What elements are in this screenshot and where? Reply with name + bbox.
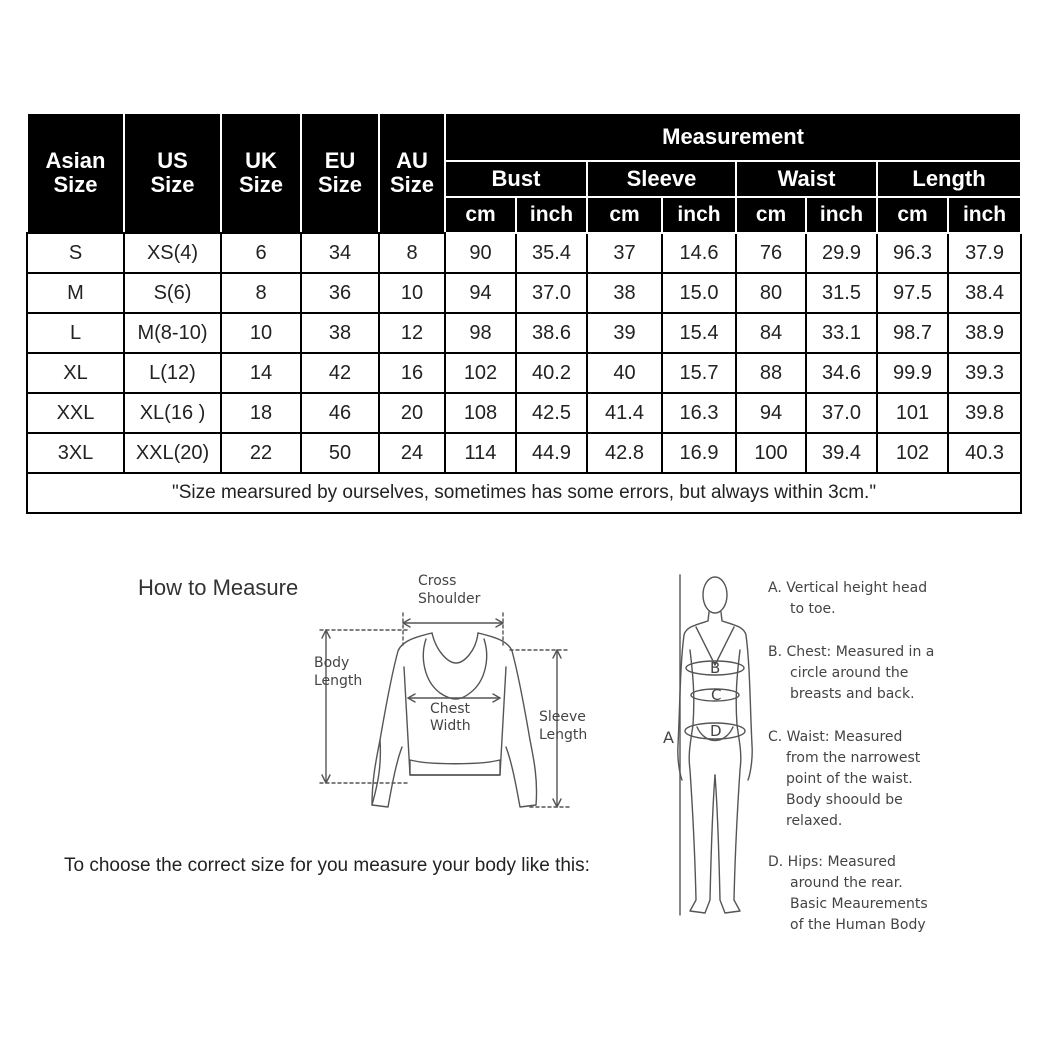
unit-inch: inch: [516, 197, 587, 233]
table-cell: 34.6: [806, 353, 877, 393]
chest-width-label: Chest: [430, 701, 471, 717]
note-line: of the Human Body: [790, 917, 926, 933]
note-line: circle around the: [790, 665, 909, 681]
table-cell: 114: [445, 433, 516, 473]
table-row: [27, 233, 1021, 273]
size-chart-table: [26, 112, 1022, 514]
table-cell: 39.8: [948, 393, 1021, 433]
cross-shoulder-label: Cross: [418, 573, 457, 589]
table-cell: 108: [445, 393, 516, 433]
table-cell: 100: [736, 433, 806, 473]
unit-cm: cm: [877, 197, 948, 233]
table-cell: 37.0: [806, 393, 877, 433]
size-disclaimer: "Size mearsured by ourselves, sometimes has some errors, but always within 3cm.": [27, 473, 1021, 513]
note-line: relaxed.: [786, 813, 843, 829]
header-measurement: Measurement: [445, 113, 1021, 161]
marker-c: C: [711, 686, 722, 704]
note-line: D. Hips: Measured: [768, 854, 896, 870]
header-asian-size: Asian Size: [27, 113, 124, 233]
table-cell: 44.9: [516, 433, 587, 473]
table-cell: 14: [221, 353, 301, 393]
table-cell: 34: [301, 233, 379, 273]
table-cell: 102: [445, 353, 516, 393]
table-cell: 94: [736, 393, 806, 433]
table-cell: 15.4: [662, 313, 736, 353]
table-cell: XXL(20): [124, 433, 221, 473]
table-cell: 16.3: [662, 393, 736, 433]
note-c: [768, 727, 968, 832]
table-cell: 97.5: [877, 273, 948, 313]
table-row: [27, 353, 1021, 393]
body-measurement-notes: [768, 578, 968, 958]
table-cell: 38: [587, 273, 662, 313]
table-cell: 84: [736, 313, 806, 353]
table-cell: 20: [379, 393, 445, 433]
table-cell: XL: [27, 353, 124, 393]
table-cell: 38.6: [516, 313, 587, 353]
table-cell: 42.5: [516, 393, 587, 433]
body-length-label: Length: [314, 673, 363, 689]
table-cell: 98: [445, 313, 516, 353]
table-cell: 40: [587, 353, 662, 393]
table-cell: 40.3: [948, 433, 1021, 473]
table-cell: 42.8: [587, 433, 662, 473]
note-d: [768, 852, 968, 936]
table-cell: 31.5: [806, 273, 877, 313]
table-cell: 76: [736, 233, 806, 273]
table-cell: 38: [301, 313, 379, 353]
note-line: B. Chest: Measured in a: [768, 644, 935, 660]
note-line: Body shoould be: [786, 792, 903, 808]
table-cell: 39.3: [948, 353, 1021, 393]
table-cell: 24: [379, 433, 445, 473]
table-cell: XL(16 ): [124, 393, 221, 433]
note-line: point of the waist.: [786, 771, 913, 787]
cross-shoulder-label: Shoulder: [418, 591, 481, 607]
table-cell: L(12): [124, 353, 221, 393]
note-b: [768, 642, 968, 705]
table-cell: 88: [736, 353, 806, 393]
table-cell: 37.9: [948, 233, 1021, 273]
table-cell: S(6): [124, 273, 221, 313]
unit-inch: inch: [662, 197, 736, 233]
note-line: around the rear.: [790, 875, 903, 891]
header-sleeve: Sleeve: [587, 161, 736, 197]
table-cell: 102: [877, 433, 948, 473]
header-au-size: AU Size: [379, 113, 445, 233]
table-cell: 80: [736, 273, 806, 313]
unit-cm: cm: [587, 197, 662, 233]
table-cell: S: [27, 233, 124, 273]
header-length: Length: [877, 161, 1021, 197]
table-cell: 6: [221, 233, 301, 273]
dimension-labels: [314, 573, 722, 747]
table-cell: 39: [587, 313, 662, 353]
chest-width-label: Width: [430, 718, 471, 734]
table-cell: 3XL: [27, 433, 124, 473]
table-cell: XXL: [27, 393, 124, 433]
body-length-label: Body: [314, 655, 350, 671]
table-cell: 15.0: [662, 273, 736, 313]
note-line: breasts and back.: [790, 686, 915, 702]
table-row: [27, 273, 1021, 313]
unit-inch: inch: [806, 197, 877, 233]
marker-a: A: [663, 728, 674, 747]
header-bust: Bust: [445, 161, 587, 197]
table-cell: 37.0: [516, 273, 587, 313]
table-cell: 22: [221, 433, 301, 473]
note-line: from the narrowest: [786, 750, 921, 766]
header-uk-size: UK Size: [221, 113, 301, 233]
table-cell: 96.3: [877, 233, 948, 273]
human-body-figure-icon: [678, 577, 752, 913]
header-us-size: US Size: [124, 113, 221, 233]
table-cell: 98.7: [877, 313, 948, 353]
table-cell: 41.4: [587, 393, 662, 433]
marker-d: D: [710, 722, 722, 740]
table-row: [27, 393, 1021, 433]
table-cell: 90: [445, 233, 516, 273]
table-cell: 8: [379, 233, 445, 273]
table-cell: 42: [301, 353, 379, 393]
table-cell: 15.7: [662, 353, 736, 393]
table-cell: 14.6: [662, 233, 736, 273]
unit-cm: cm: [445, 197, 516, 233]
table-cell: 46: [301, 393, 379, 433]
table-cell: 36: [301, 273, 379, 313]
table-cell: 99.9: [877, 353, 948, 393]
table-cell: 29.9: [806, 233, 877, 273]
table-cell: 38.4: [948, 273, 1021, 313]
note-line: C. Waist: Measured: [768, 729, 903, 745]
table-cell: 101: [877, 393, 948, 433]
table-cell: 38.9: [948, 313, 1021, 353]
table-cell: 37: [587, 233, 662, 273]
unit-inch: inch: [948, 197, 1021, 233]
note-line: A. Vertical height head: [768, 580, 928, 596]
header-waist: Waist: [736, 161, 877, 197]
table-cell: 35.4: [516, 233, 587, 273]
table-cell: 18: [221, 393, 301, 433]
sleeve-length-label: Length: [539, 727, 588, 743]
sleeve-length-label: Sleeve: [539, 709, 586, 725]
table-cell: 40.2: [516, 353, 587, 393]
table-cell: 16.9: [662, 433, 736, 473]
table-cell: XS(4): [124, 233, 221, 273]
table-row: [27, 433, 1021, 473]
table-cell: M(8-10): [124, 313, 221, 353]
unit-cm: cm: [736, 197, 806, 233]
table-cell: 10: [379, 273, 445, 313]
table-cell: 33.1: [806, 313, 877, 353]
table-cell: 94: [445, 273, 516, 313]
table-cell: 12: [379, 313, 445, 353]
table-cell: 8: [221, 273, 301, 313]
table-row: [27, 313, 1021, 353]
note-a: [768, 578, 968, 620]
table-note-row: [27, 473, 1021, 513]
table-cell: 39.4: [806, 433, 877, 473]
how-to-measure-title: How to Measure: [138, 575, 299, 600]
table-cell: M: [27, 273, 124, 313]
header-eu-size: EU Size: [301, 113, 379, 233]
table-cell: L: [27, 313, 124, 353]
note-line: Basic Meaurements: [790, 896, 928, 912]
marker-b: B: [710, 659, 721, 677]
choose-size-instruction: To choose the correct size for you measure your body like this:: [64, 855, 590, 876]
table-cell: 16: [379, 353, 445, 393]
note-line: to toe.: [790, 601, 836, 617]
table-cell: 50: [301, 433, 379, 473]
table-cell: 10: [221, 313, 301, 353]
